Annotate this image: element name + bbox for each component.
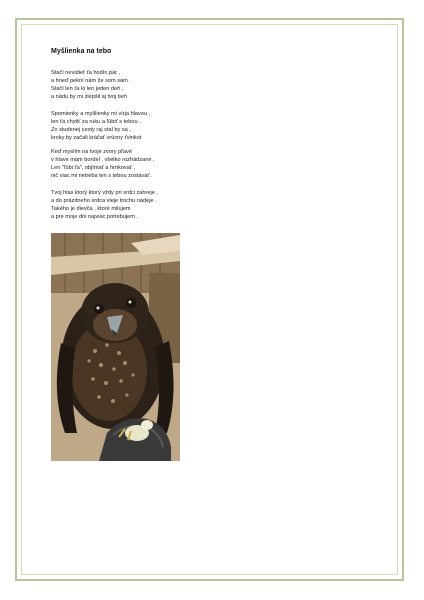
stanza-4 bbox=[51, 190, 158, 222]
stanza-3 bbox=[51, 149, 155, 181]
poem-line: a do prázdneho srdca vleje trochu nádeje . bbox=[51, 197, 157, 204]
poem-line: Stačí nevidieť ťa hodín pár , bbox=[51, 70, 121, 76]
poem-line: kroky by začali kráčať vrúcny ťvinkot bbox=[51, 134, 142, 141]
stanza-2 bbox=[51, 111, 150, 143]
poem-line: Len "ľúbi ťa", objímať a hrnkovať , bbox=[51, 164, 136, 171]
poem-line: v hlave mám bordel , všetko rozhádzané , bbox=[51, 156, 155, 163]
poem-line: len ťa chytiť za ruku a ľúbiť s tebou . bbox=[51, 118, 141, 125]
hawk-photo bbox=[51, 233, 180, 461]
poem-line: a pre moje dni najviac potrebujem . bbox=[51, 213, 139, 220]
poem-line: Zo studenej cesty raj stal by sa , bbox=[51, 126, 131, 133]
poem-line: Tvoj hlas ktorý ktorý vždy pri srdci zahreje , bbox=[51, 190, 158, 196]
poem-title: Myšlienka na tebo bbox=[51, 48, 112, 55]
hawk-illustration bbox=[51, 233, 180, 461]
poem-line: Keď myslím na tvoje zvory pľavé bbox=[51, 149, 132, 155]
poem-line: nič viac mi netreba len s tebou zostávať . bbox=[51, 172, 153, 179]
poem-line: a nádu by mi zlepšil aj tvoj tieň bbox=[51, 93, 127, 100]
poem-line: Stačí len ťa ki len jeden deň , bbox=[51, 85, 124, 92]
poem-line: Takého je dievča , ktoré milujem bbox=[51, 205, 131, 212]
stanza-1 bbox=[51, 70, 131, 102]
poem-line: Spomienky a myšlienky mi vírja hlavou , bbox=[51, 111, 151, 117]
poem-line: a hneď pekní nám že som sám . bbox=[51, 77, 131, 84]
